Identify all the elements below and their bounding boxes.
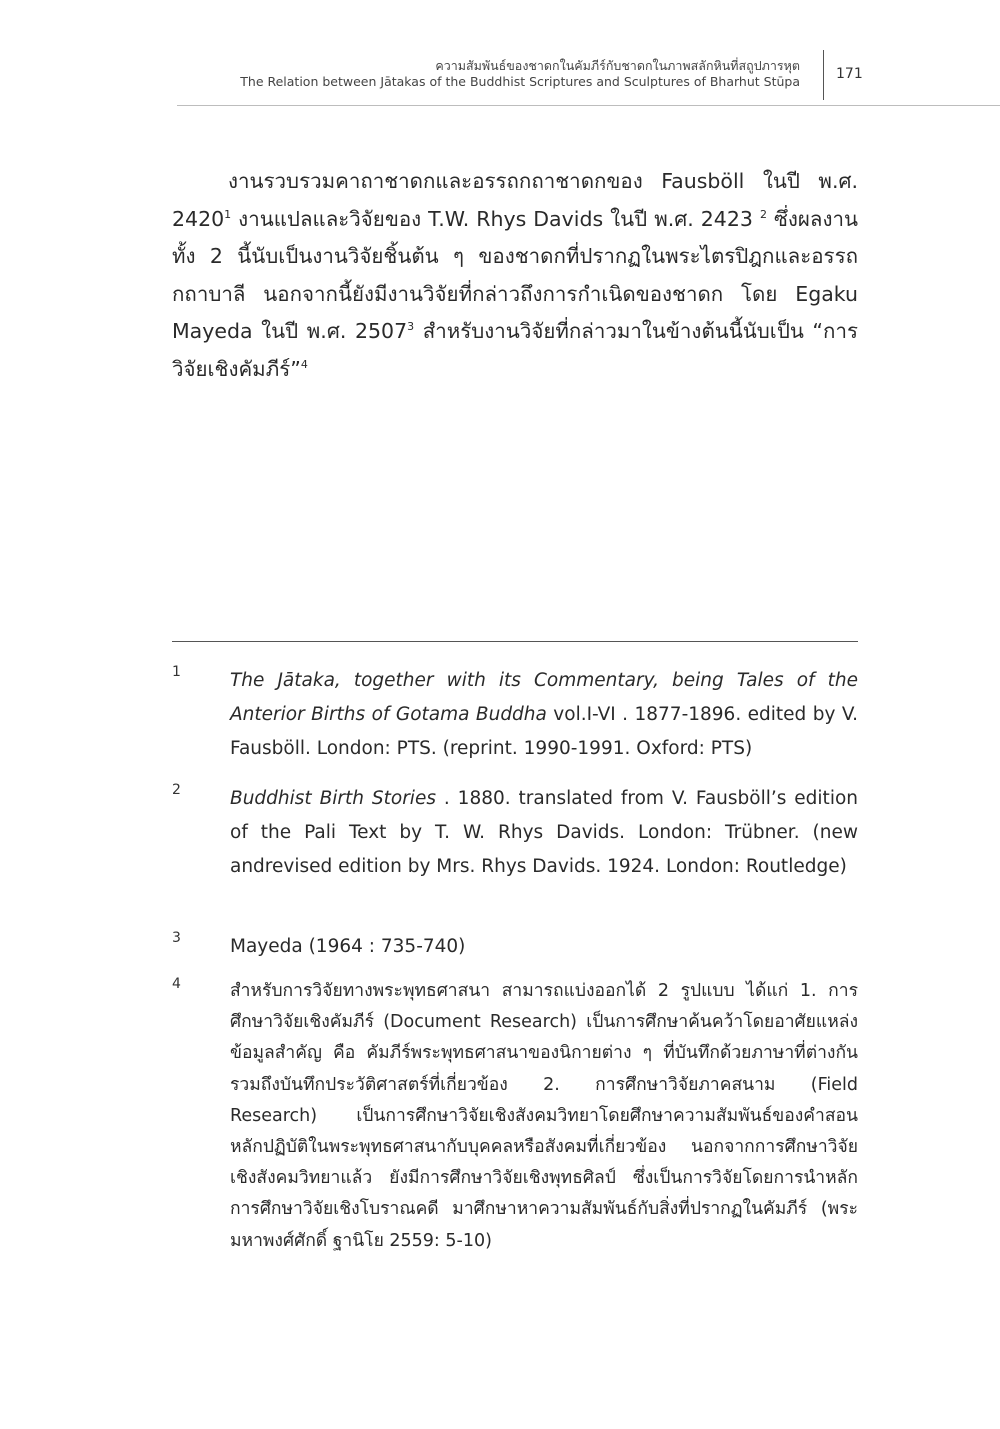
footnote-number: 2	[172, 782, 181, 798]
footnote-text: Mayeda (1964 : 735-740)	[230, 936, 466, 957]
footnote-4	[172, 976, 858, 1257]
running-header	[100, 58, 800, 90]
page-number: 171	[836, 66, 863, 82]
footnote-number: 4	[172, 976, 181, 992]
header-divider	[823, 50, 824, 100]
footnote-ref-3: 3	[407, 320, 415, 333]
footnote-citation: . 1880. translated from V. Fausböll’s edition of the Pali Text by T. W. Rhys Davids. London: Trübner. (new andrevised edition by Mrs. Rhys Davids. 1924. London: Routledge)	[230, 788, 858, 877]
footnote-ref-2: 2	[759, 207, 767, 221]
footnote-citation: vol.I-VI . 1877-1896. edited by V. Fausböll. London: PTS. (reprint. 1990-1991. Oxford: PTS)	[230, 704, 858, 759]
footnote-number: 3	[172, 930, 181, 946]
footnote-text	[230, 782, 858, 884]
footnote-title: The Jātaka, together with its Commentary, being Tales of the Anterior Births of Gotama Buddha	[230, 670, 858, 725]
footnote-ref-4: 4	[300, 357, 308, 371]
header-rule	[177, 105, 1000, 106]
footnote-1	[172, 664, 858, 766]
header-title-english: The Relation between Jātakas of the Buddhist Scriptures and Sculptures of Bharhut Stūpa	[240, 74, 800, 89]
footnote-number: 1	[172, 664, 181, 680]
footnote-ref-1: 1	[224, 207, 232, 221]
body-text-segment: งานรวบรวมคาถาชาดกและอรรถกถาชาดกของ Fausböll ในปี พ.ศ. 2420	[172, 169, 858, 231]
paragraph	[172, 163, 858, 388]
footnote-3	[172, 930, 858, 964]
body-paragraph	[172, 163, 858, 388]
footnote-title: Buddhist Birth Stories	[230, 788, 436, 809]
footnote-text: สำหรับการวิจัยทางพระพุทธศาสนา สามารถแบ่งออกได้ 2 รูปแบบ ได้แก่ 1. การศึกษาวิจัยเชิงคัมภีร์ (Document Research) เป็นการศึกษาค้นคว้าโดยอาศัยแหล่งข้อมูลสำคัญ คือ คัมภีร์พระพุทธศาสนาของนิกายต่าง ๆ ที่บันทึกด้วยภาษาที่ต่างกัน รวมถึงบันทึกประวัติศาสตร์ที่เกี่ยวข้อง 2. การศึกษาวิจัยภาคสนาม (Field Research) เป็นการศึกษาวิจัยเชิงสังคมวิทยาโดยศึกษาความสัมพันธ์ของคำสอน หลักปฏิบัติในพระพุทธศาสนากับบุคคลหรือสังคมที่เกี่ยวข้อง นอกจากการศึกษาวิจัยเชิงสังคมวิทยาแล้ว ยังมีการศึกษาวิจัยเชิงพุทธศิลป์ ซึ่งเป็นการวิจัยโดยการนำหลักการศึกษาวิจัยเชิงโบราณคดี มาศึกษาหาความสัมพันธ์กับสิ่งที่ปรากฏในคัมภีร์ (พระมหาพงศ์ศักดิ์ ฐานิโย 2559: 5-10)	[230, 981, 858, 1251]
body-text-segment: สำหรับงานวิจัยที่กล่าวมาในข้างต้นนี้นับเป็น “การวิจัยเชิงคัมภีร์”	[172, 319, 858, 381]
body-text-segment: งานแปลและวิจัยของ T.W. Rhys Davids ในปี พ.ศ. 2423	[231, 206, 760, 231]
body-text-segment: ซึ่งผลงานทั้ง 2 นี้นับเป็นงานวิจัยชิ้นต้น ๆ ของชาดกที่ปรากฏในพระไตรปิฎกและอรรถกถาบาลี นอกจากนี้ยังมีงานวิจัยที่กล่าวถึงการกำเนิดของชาดก โดย Egaku Mayeda ในปี พ.ศ. 2507	[172, 206, 858, 343]
footnote-2	[172, 782, 858, 884]
footnote-text	[230, 664, 858, 766]
header-title-thai: ความสัมพันธ์ของชาดกในคัมภีร์กับชาดกในภาพสลักหินที่สถูปภารหุต	[435, 58, 800, 73]
footnote-separator	[172, 641, 858, 642]
